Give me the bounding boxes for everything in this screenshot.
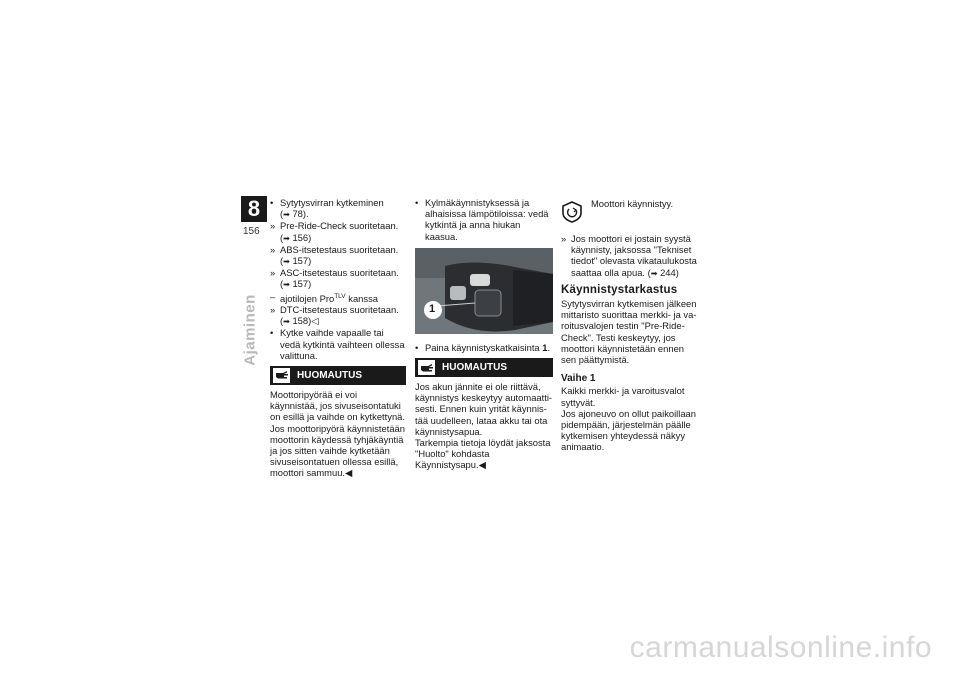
step-heading: Vaihe 1 [561,373,596,385]
step-text: Kaikki merkki- ja varoitusvalot syttyvät. [561,385,685,408]
reference-arrow-icon: ➡ [283,233,290,243]
section-text: Sytytysvirran kytkemisen jälkeen mittaristo suorittaa merkki- ja varoitusvalojen testin "Pre-Ride-Check". Testi keskeytyy, jos moottori käynnistetään ennen sen päättymistä. [561,298,697,366]
reference-arrow-icon: ➡ [283,317,290,327]
column-3 [561,197,700,453]
list-item: • Paina käynnistyskatkaisinta 1. [415,341,551,353]
note-text: Moottoripyörää ei voi käynnistää, jos sivuseisontatuki on esillä ja vaihde on kytkettynä. Jos moottoripyörä käynnistetään moottorin käydessä tyhjäkäyntiä ja jos sitten vaihde kytketään sivuseisontatuen ollessa esillä, moottori sammuu.◀ [270,388,405,479]
section-heading: Käynnistystarkastus [561,283,678,296]
list-item: • Kytke vaihde vapaalle tai vedä kytkintä vaihteen ollessa valittuna. [270,327,405,361]
reference-arrow-icon: ➡ [650,268,658,278]
bullet: • [270,197,274,208]
list-item: » Pre-Ride-Check suoritetaan. (➡ 156) [270,220,406,243]
page-reference: (➡ 157) [280,278,312,290]
note-text: Tarkempia tietoja löydät jaksosta "Huolto" kohdasta Käynnistysapu.◀ [415,437,551,471]
chapter-title: Ajaminen [241,294,259,366]
note-header [270,366,406,385]
handlebar-switch-photo [415,248,553,334]
page-reference: (➡ 158)◁ [280,315,319,327]
engine-warning-icon [561,201,583,223]
watermark: carmanualsonline.info [629,631,932,664]
list-item: • Sytytysvirran kytkeminen (➡ 78). [270,197,406,220]
page-reference: (➡ 156) [280,231,312,243]
page-reference: (➡ 78). [280,208,309,220]
list-item: • Kylmäkäynnistyksessä ja alhaisissa lämpötiloissa: vedä kytkintä ja anna hiukan kaasua. [415,197,549,242]
reference-arrow-icon: ➡ [283,257,290,267]
pointing-hand-icon [418,360,435,375]
page-reference: (➡ 157) [280,255,312,267]
note-text: Jos akun jännite ei ole riittävä, käynnistys keskeytyy automaattisesti. Ennen kuin yrität käynnistää uudelleen, lataa akku tai ota käynnistysapua. [415,381,553,437]
list-item: » ABS-itsetestaus suoritetaan. (➡ 157) [270,244,406,267]
chapter-number: 8 [241,196,267,222]
reference-arrow-icon: ➡ [283,280,290,290]
note-label: HUOMAUTUS [297,369,362,381]
reference-arrow-icon: ➡ [283,210,290,220]
callout-label: 1 [429,302,436,315]
pointing-hand-icon [273,368,290,383]
column-1 [270,197,406,479]
list-item: » ASC-itsetestaus suoritetaan. (➡ 157) [270,267,406,290]
list-item: – ajotilojen Pro$^{TLV}$ kanssa [270,290,378,304]
note-label: HUOMAUTUS [442,361,507,373]
list-item: » DTC-itsetestaus suoritetaan. (➡ 158)◁ [270,304,406,327]
list-item: » Jos moottori ei jostain syystä käynnisty, jaksossa "Tekniset tiedot" olevasta vikataulukosta saattaa olla apua. (➡ 244) [561,233,697,278]
step-text: Jos ajoneuvo on ollut paikoillaan pidempään, järjestelmän päälle kytkemisen yhteydessä näkyy animaatio. [561,407,696,453]
column-2 [415,197,553,471]
note-header [415,358,553,377]
page-number: 156 [243,226,260,237]
result-callout [561,197,700,223]
callout-text: Moottori käynnistyy. [591,198,674,209]
